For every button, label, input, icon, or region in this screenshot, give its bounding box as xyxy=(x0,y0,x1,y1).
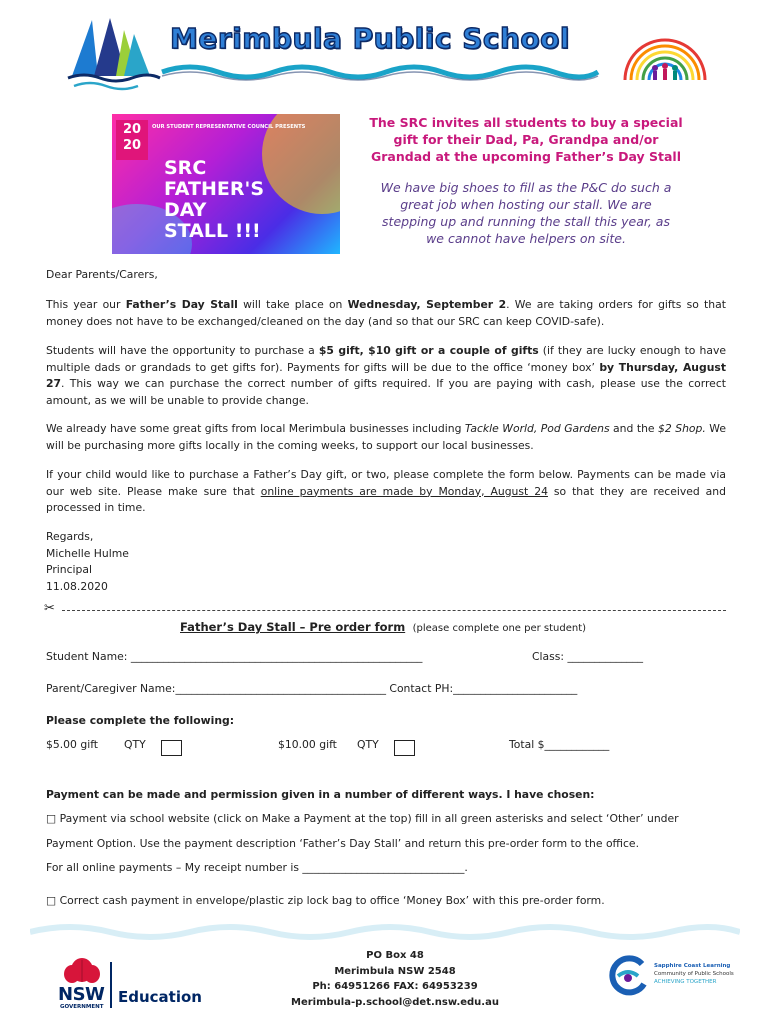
payment-option-cash[interactable]: □ Correct cash payment in envelope/plastic zip lock bag to office ‘Money Box’ with this pre-order form. xyxy=(46,894,605,907)
gift-10-label: $10.00 gift xyxy=(278,738,337,751)
intro-bold-line: The SRC invites all students to buy a special xyxy=(369,115,683,130)
total-field[interactable]: Total $____________ xyxy=(509,738,610,751)
parent-contact-field[interactable]: Parent/Caregiver Name:_______________________________________ Contact PH:_______________________ xyxy=(46,682,578,695)
intro-italic-line: We have big shoes to fill as the P&C do such a xyxy=(380,180,672,195)
nsw-wordmark: NSW xyxy=(58,984,105,1005)
text-run: (if they are lucky enough to have multiple dads or grandads to get gifts for). Payments for gifts will be due to the office ‘money box’ xyxy=(46,344,726,374)
student-name-field[interactable]: Student Name: ______________________________________________________ xyxy=(46,650,423,663)
gift-10-qty-label: QTY xyxy=(357,738,379,751)
scissors-icon: ✂ xyxy=(44,601,55,616)
town-postcode: Merimbula NSW 2548 xyxy=(334,965,456,977)
receipt-number-field[interactable]: For all online payments – My receipt number is ______________________________. xyxy=(46,861,468,874)
po-box: PO Box 48 xyxy=(366,950,424,961)
rainbow-values-logo xyxy=(615,20,715,92)
text-run: If your child would like to purchase a Father’s Day gift, or two, please complete the form below. Payments can be made via our web site. Please make sure that xyxy=(46,468,726,498)
class-field[interactable]: Class: ______________ xyxy=(532,650,644,663)
stall-date: Wednesday, September 2 xyxy=(347,298,507,311)
poster-year-bottom: 20 xyxy=(122,138,142,153)
sapphire-coast-text xyxy=(654,962,734,986)
payment-option-online-cont: Payment Option. Use the payment description ‘Father’s Day Stall’ and return this pre-order form to the office. xyxy=(46,837,639,850)
poster-tagline: OUR STUDENT REPRESENTATIVE COUNCIL PRESENTS xyxy=(152,124,306,130)
header-wave-divider xyxy=(160,60,600,84)
text-run: . This way we can purchase the correct number of gifts required. If you are paying with cash, please use the correct amount, as we will be unable to provide change. xyxy=(46,377,726,407)
text-run: . We are taking orders for gifts so that money does not have to be exchanged/cleaned on the day (and so that our SRC can keep COVID-safe). xyxy=(46,298,726,328)
gift-prices: $5 gift, $10 gift or a couple of gifts xyxy=(318,344,539,357)
signer-role: Principal xyxy=(46,563,93,576)
text-run: so that they are received and processed in time. xyxy=(46,484,726,514)
business-names: Tackle World, Pod Gardens xyxy=(464,422,610,435)
text-run: will take place on xyxy=(237,298,348,311)
school-email[interactable]: Merimbula-p.school@det.nsw.edu.au xyxy=(291,996,499,1008)
footer-wave xyxy=(30,922,740,942)
text-run: Students will have the opportunity to purchase a xyxy=(46,344,319,357)
letter-paragraph-4 xyxy=(46,467,726,517)
education-wordmark: Education xyxy=(118,988,202,1006)
form-title: Father’s Day Stall – Pre order form xyxy=(180,620,406,634)
poster-line-2: FATHER'S xyxy=(164,178,265,200)
partner-line-2: Community of Public Schools xyxy=(654,971,734,977)
gift-5-label: $5.00 gift xyxy=(46,738,99,751)
letter-greeting: Dear Parents/Carers, xyxy=(46,268,158,281)
school-sailboat-logo xyxy=(64,14,164,94)
intro-note xyxy=(350,179,702,247)
online-payment-deadline: online payments are made by Monday, August 24 xyxy=(260,484,548,498)
payment-heading: Payment can be made and permission given in a number of different ways. I have chosen: xyxy=(46,788,595,801)
letter-paragraph-2 xyxy=(46,343,726,409)
school-name-title: Merimbula Public School xyxy=(170,22,570,55)
complete-heading: Please complete the following: xyxy=(46,714,235,727)
nsw-government-label: GOVERNMENT xyxy=(60,1004,104,1010)
gift-5-qty-label: QTY xyxy=(124,738,146,751)
cut-line xyxy=(62,610,726,611)
poster-year-badge xyxy=(116,120,148,160)
phone-fax: Ph: 64951266 FAX: 64953239 xyxy=(312,981,478,992)
intro-italic-line: great job when hosting our stall. We are xyxy=(400,197,652,212)
signer-name: Michelle Hulme xyxy=(46,546,129,560)
form-title-row xyxy=(180,620,586,634)
letter-paragraph-3 xyxy=(46,421,726,454)
school-contact-block xyxy=(270,948,520,1010)
partner-line-1: Sapphire Coast Learning xyxy=(654,963,731,969)
src-fathers-day-poster xyxy=(112,114,340,254)
poster-year-top: 20 xyxy=(122,122,142,137)
poster-line-3: DAY xyxy=(164,199,207,221)
nsw-divider xyxy=(110,962,112,1008)
payment-option-online[interactable]: □ Payment via school website (click on Make a Payment at the top) fill in all green asterisks and select ‘Other’ under xyxy=(46,812,679,825)
text-run: This year our xyxy=(46,298,126,311)
letter-paragraph-1 xyxy=(46,297,726,330)
text-run: and the xyxy=(609,422,659,435)
gift-5-qty-checkbox[interactable] xyxy=(161,737,182,756)
intro-invitation xyxy=(350,114,702,165)
letter-signoff xyxy=(46,529,129,595)
regards: Regards, xyxy=(46,530,94,543)
text-run: We already have some great gifts from local Merimbula businesses including xyxy=(46,422,465,435)
poster-headline xyxy=(164,158,264,242)
text-run: We will be purchasing more gifts locally in the coming weeks, to support our local businesses. xyxy=(46,422,726,452)
stall-name: Father’s Day Stall xyxy=(125,298,238,311)
intro-italic-line: stepping up and running the stall this year, as xyxy=(382,214,670,229)
poster-line-1: SRC xyxy=(164,157,207,179)
letter-date: 11.08.2020 xyxy=(46,579,108,593)
intro-italic-line: we cannot have helpers on site. xyxy=(426,231,626,246)
sapphire-coast-logo xyxy=(606,954,650,998)
partner-line-3: ACHIEVING TOGETHER xyxy=(654,979,717,985)
intro-bold-line: gift for their Dad, Pa, Grandpa and/or xyxy=(393,132,659,147)
poster-line-4: STALL !!! xyxy=(164,220,261,242)
intro-bold-line: Grandad at the upcoming Father’s Day Stall xyxy=(371,149,681,164)
business-names: $2 Shop. xyxy=(658,422,706,435)
form-title-note: (please complete one per student) xyxy=(412,623,587,634)
payment-due-date: by Thursday, August 27 xyxy=(46,360,726,390)
gift-10-qty-checkbox[interactable] xyxy=(394,737,415,756)
